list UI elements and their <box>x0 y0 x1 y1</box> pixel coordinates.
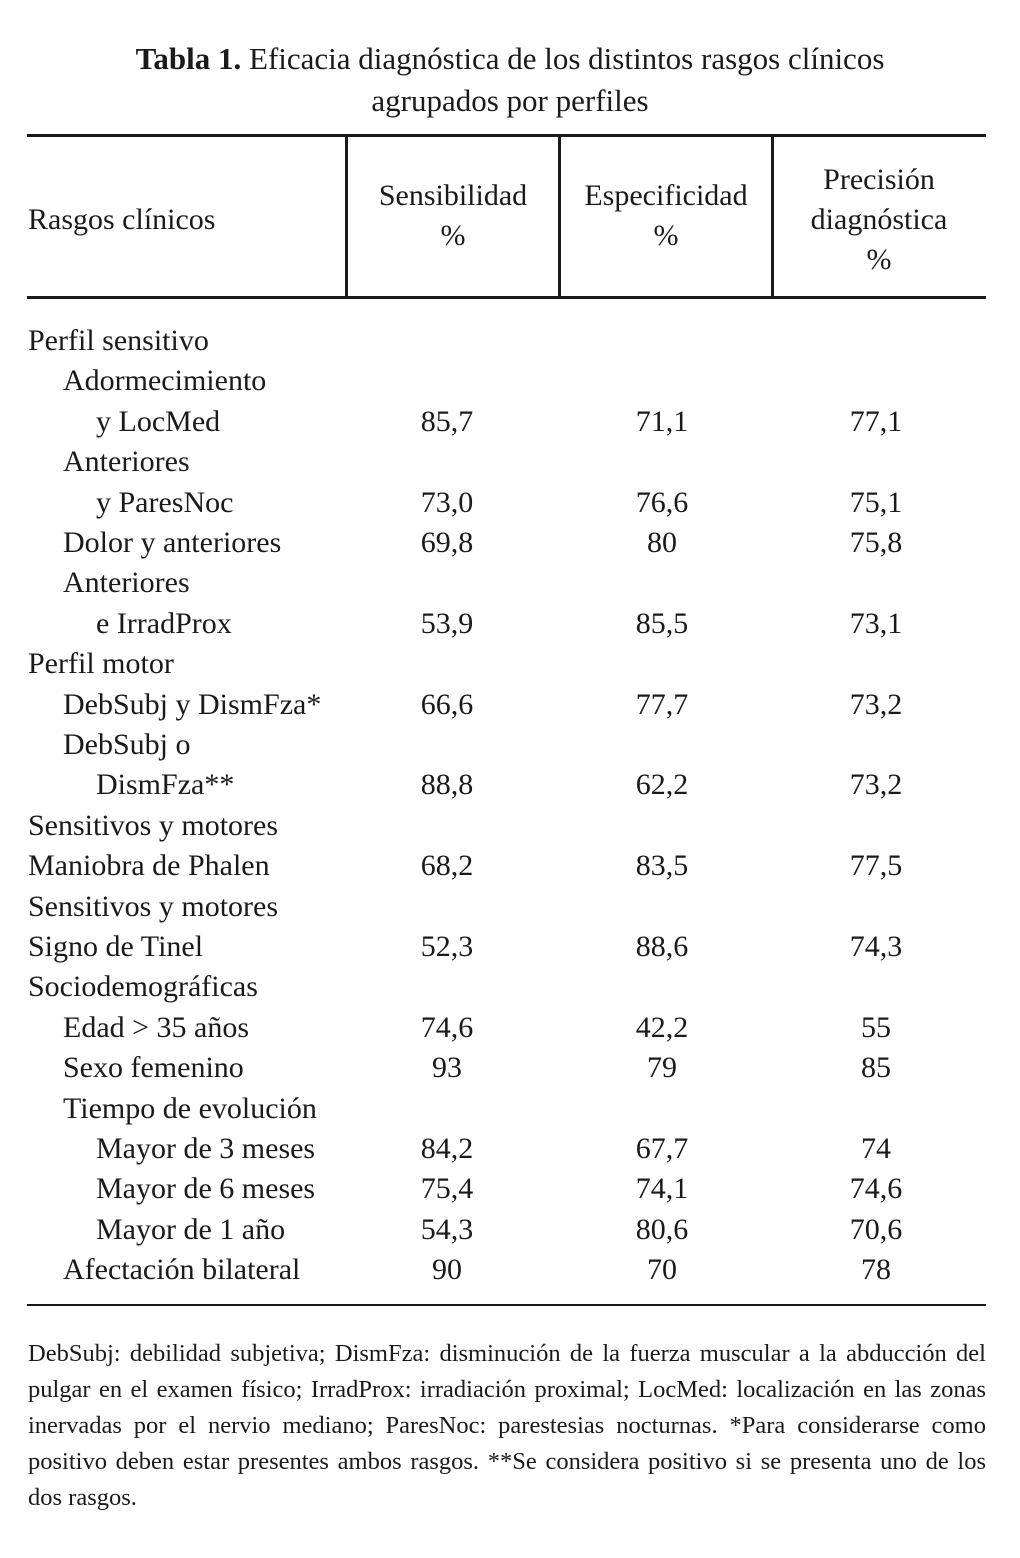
header-precision-line1: Precisión <box>823 163 935 196</box>
sensibilidad-value: 69,8 <box>420 526 474 559</box>
precision-value: 77,5 <box>849 849 903 883</box>
table-row <box>0 1210 1020 1250</box>
row-label: Afectación bilateral <box>63 1253 301 1287</box>
especificidad-value: 71,1 <box>635 404 689 438</box>
table-row <box>0 523 1020 563</box>
especificidad-value: 67,7 <box>635 1132 689 1165</box>
row-label: e IrradProx <box>96 606 232 640</box>
row-label: Sensitivos y motores <box>28 889 279 923</box>
especificidad-value: 80 <box>647 526 677 559</box>
sensibilidad-value: 52,3 <box>420 930 474 963</box>
precision-value: 77,1 <box>849 404 903 438</box>
table-row <box>0 1250 1020 1290</box>
especificidad-value: 42,2 <box>635 1010 689 1044</box>
sensibilidad-value: 84,2 <box>420 1132 474 1165</box>
row-label: Anteriores <box>63 445 190 479</box>
row-label: DismFza** <box>96 768 235 802</box>
sensibilidad-value: 93 <box>432 1051 462 1085</box>
table-title <box>0 38 1020 122</box>
sensibilidad-value: 85,7 <box>420 404 474 438</box>
table-row <box>0 644 1020 684</box>
table-row <box>0 563 1020 603</box>
title-line-2: agrupados por perfiles <box>371 83 649 118</box>
header-rasgos-label: Rasgos clínicos <box>28 203 216 236</box>
table-row <box>0 806 1020 846</box>
sensibilidad-value: 54,3 <box>420 1212 474 1246</box>
sensibilidad-value: 68,2 <box>420 849 474 883</box>
sensibilidad-value: 53,9 <box>420 606 474 640</box>
table-row <box>0 685 1020 725</box>
precision-value: 75,1 <box>849 485 903 519</box>
table-row <box>0 1008 1020 1048</box>
row-label: Perfil sensitivo <box>28 324 209 357</box>
especificidad-value: 76,6 <box>635 485 689 519</box>
top-rule <box>27 134 986 137</box>
table-row <box>0 361 1020 401</box>
footnote: DebSubj: debilidad subjetiva; DismFza: disminución de la fuerza muscular a la abducción del pulgar en el examen físico; IrradProx: irradiación proximal; LocMed: localización en las zonas inervadas por el nervio mediano; ParesNoc: parestesias nocturnas. *Para considerarse como positivo deben estar presentes ambos rasgos. **Se considera positivo si se presenta uno de los dos rasgos. <box>28 1340 986 1511</box>
row-label: y ParesNoc <box>96 485 234 519</box>
header-precision-line2: diagnóstica <box>810 203 948 236</box>
table-row <box>0 1129 1020 1169</box>
precision-value: 73,2 <box>849 768 903 802</box>
header-rule <box>27 296 986 299</box>
row-label: Edad > 35 años <box>63 1010 250 1044</box>
row-label: Signo de Tinel <box>28 930 204 963</box>
header-precision <box>774 160 984 280</box>
especificidad-value: 88,6 <box>635 930 689 963</box>
table-row <box>0 765 1020 805</box>
especificidad-value: 79 <box>647 1051 677 1085</box>
row-label: Sociodemográficas <box>28 970 258 1004</box>
especificidad-value: 80,6 <box>635 1212 689 1246</box>
table-row <box>0 846 1020 886</box>
title-line-1: Eficacia diagnóstica de los distintos rasgos clínicos <box>249 41 885 76</box>
table-row <box>0 725 1020 765</box>
row-label: y LocMed <box>96 404 221 438</box>
sensibilidad-value: 74,6 <box>420 1010 474 1044</box>
especificidad-value: 62,2 <box>635 768 689 802</box>
precision-value: 74,3 <box>849 930 903 963</box>
table-row <box>0 604 1020 644</box>
row-label: DebSubj o <box>63 728 191 761</box>
row-label: Mayor de 6 meses <box>96 1172 316 1206</box>
table-row <box>0 967 1020 1007</box>
sensibilidad-value: 66,6 <box>420 687 474 721</box>
table-row <box>0 402 1020 442</box>
row-label: Anteriores <box>63 566 190 600</box>
table-row <box>0 483 1020 523</box>
row-label: DebSubj y DismFza* <box>63 687 322 721</box>
especificidad-value: 70 <box>647 1253 677 1287</box>
sensibilidad-value: 90 <box>432 1253 462 1287</box>
header-rasgos <box>28 200 216 240</box>
row-label: Sexo femenino <box>63 1051 244 1085</box>
sensibilidad-value: 75,4 <box>420 1172 474 1206</box>
table-row <box>0 927 1020 967</box>
especificidad-value: 74,1 <box>635 1172 689 1206</box>
header-especificidad-unit: % <box>653 219 679 252</box>
precision-value: 74,6 <box>849 1172 903 1206</box>
precision-value: 74 <box>861 1132 891 1165</box>
row-label: Sensitivos y motores <box>28 808 279 842</box>
table-row <box>0 1089 1020 1129</box>
precision-value: 85 <box>861 1051 891 1085</box>
precision-value: 75,8 <box>849 526 903 559</box>
header-sensibilidad-label: Sensibilidad <box>378 179 528 212</box>
precision-value: 73,2 <box>849 687 903 721</box>
row-label: Maniobra de Phalen <box>28 849 270 883</box>
table-row <box>0 887 1020 927</box>
table-number: Tabla 1. <box>135 41 242 76</box>
row-label: Perfil motor <box>28 647 174 681</box>
header-sensibilidad-unit: % <box>440 219 466 252</box>
table-row <box>0 1048 1020 1088</box>
sensibilidad-value: 88,8 <box>420 768 474 802</box>
header-precision-unit: % <box>866 243 892 276</box>
precision-value: 55 <box>861 1010 891 1044</box>
sensibilidad-value: 73,0 <box>420 485 474 519</box>
row-label: Mayor de 3 meses <box>96 1132 316 1165</box>
header-especificidad <box>561 176 771 256</box>
row-label: Tiempo de evolución <box>63 1091 317 1125</box>
header-sensibilidad <box>348 176 558 256</box>
precision-value: 70,6 <box>849 1212 903 1246</box>
header-especificidad-label: Especificidad <box>584 179 748 212</box>
especificidad-value: 83,5 <box>635 849 689 883</box>
precision-value: 78 <box>861 1253 891 1287</box>
row-label: Adormecimiento <box>63 364 267 398</box>
bottom-rule <box>27 1304 986 1306</box>
especificidad-value: 85,5 <box>635 606 689 640</box>
table-row <box>0 321 1020 361</box>
especificidad-value: 77,7 <box>635 687 689 721</box>
row-label: Dolor y anteriores <box>63 526 282 559</box>
table-row <box>0 442 1020 482</box>
row-label: Mayor de 1 año <box>96 1212 286 1246</box>
precision-value: 73,1 <box>849 606 903 640</box>
table-row <box>0 1169 1020 1209</box>
